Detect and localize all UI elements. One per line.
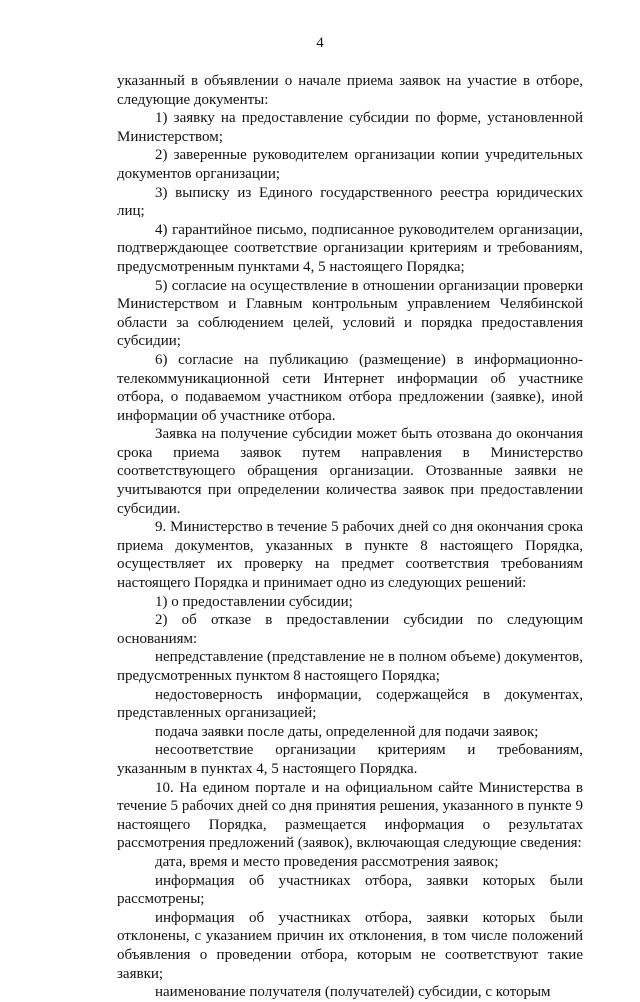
paragraph: 3) выписку из Единого государственного реестра юридических лиц;	[117, 184, 583, 220]
paragraph: 1) заявку на предоставление субсидии по форме, установленной Министерством;	[117, 110, 583, 145]
paragraph: 10. На едином портале и на официальном сайте Министерства в течение 5 рабочих дней со дня принятия решения, указанного в пункте 9 настоящего Порядка, размещается информация о результатах рассмотрения предложений (заявок), включающая следующие сведения:	[117, 779, 583, 852]
paragraph: 1) о предоставлении субсидии;	[155, 593, 353, 610]
document-body	[117, 72, 583, 1002]
paragraph: 2) заверенные руководителем организации копии учредительных документов организации;	[117, 147, 583, 182]
paragraph: несоответствие организации критериям и требованиям, указанным в пунктах 4, 5 настоящего Порядка.	[117, 742, 583, 777]
paragraph: дата, время и место проведения рассмотрения заявок;	[155, 853, 499, 870]
paragraph: 4) гарантийное письмо, подписанное руководителем организации, подтверждающее соответствие организации критериям и требованиям, предусмотренным пунктами 4, 5 настоящего Порядка;	[117, 221, 583, 275]
paragraph: 5) согласие на осуществление в отношении организации проверки Министерством и Главным контрольным управлением Челябинской области за соблюдением целей, условий и порядка предоставления субсидии;	[117, 277, 583, 350]
paragraph: недостоверность информации, содержащейся в документах, представленных организацией;	[117, 686, 583, 722]
paragraph: информация об участниках отбора, заявки которых были отклонены, с указанием причин их отклонения, в том числе положений объявления о проведении отбора, которым не соответствуют такие заявки;	[117, 909, 583, 982]
paragraph: подача заявки после даты, определенной для подачи заявок;	[155, 723, 539, 740]
paragraph: непредставление (представление не в полном объеме) документов, предусмотренных пунктом 8 настоящего Порядка;	[117, 649, 583, 684]
page-number: 4	[316, 35, 324, 51]
paragraph: наименование получателя (получателей) субсидии, с которым	[155, 984, 551, 1001]
paragraph: информация об участниках отбора, заявки которых были рассмотрены;	[117, 872, 583, 908]
paragraph: 2) об отказе в предоставлении субсидии по следующим основаниям:	[117, 612, 583, 647]
paragraph: указанный в объявлении о начале приема заявок на участие в отборе, следующие документы:	[117, 73, 583, 108]
paragraph: Заявка на получение субсидии может быть отозвана до окончания срока приема заявок путем направления в Министерство соответствующего обращения организации. Отозванные заявки не учитываются при определении количества заявок при предоставлении субсидии.	[117, 426, 583, 517]
paragraph: 6) согласие на публикацию (размещение) в информационно-телекоммуникационной сети Интернет информации об участнике отбора, о подаваемом участником отбора предложении (заявке), иной информации об участнике отбора.	[117, 351, 583, 424]
paragraph: 9. Министерство в течение 5 рабочих дней со дня окончания срока приема документов, указанных в пункте 8 настоящего Порядка, осуществляет их проверку на предмет соответствия требованиям настоящего Порядка и принимает одно из следующих решений:	[117, 519, 583, 592]
